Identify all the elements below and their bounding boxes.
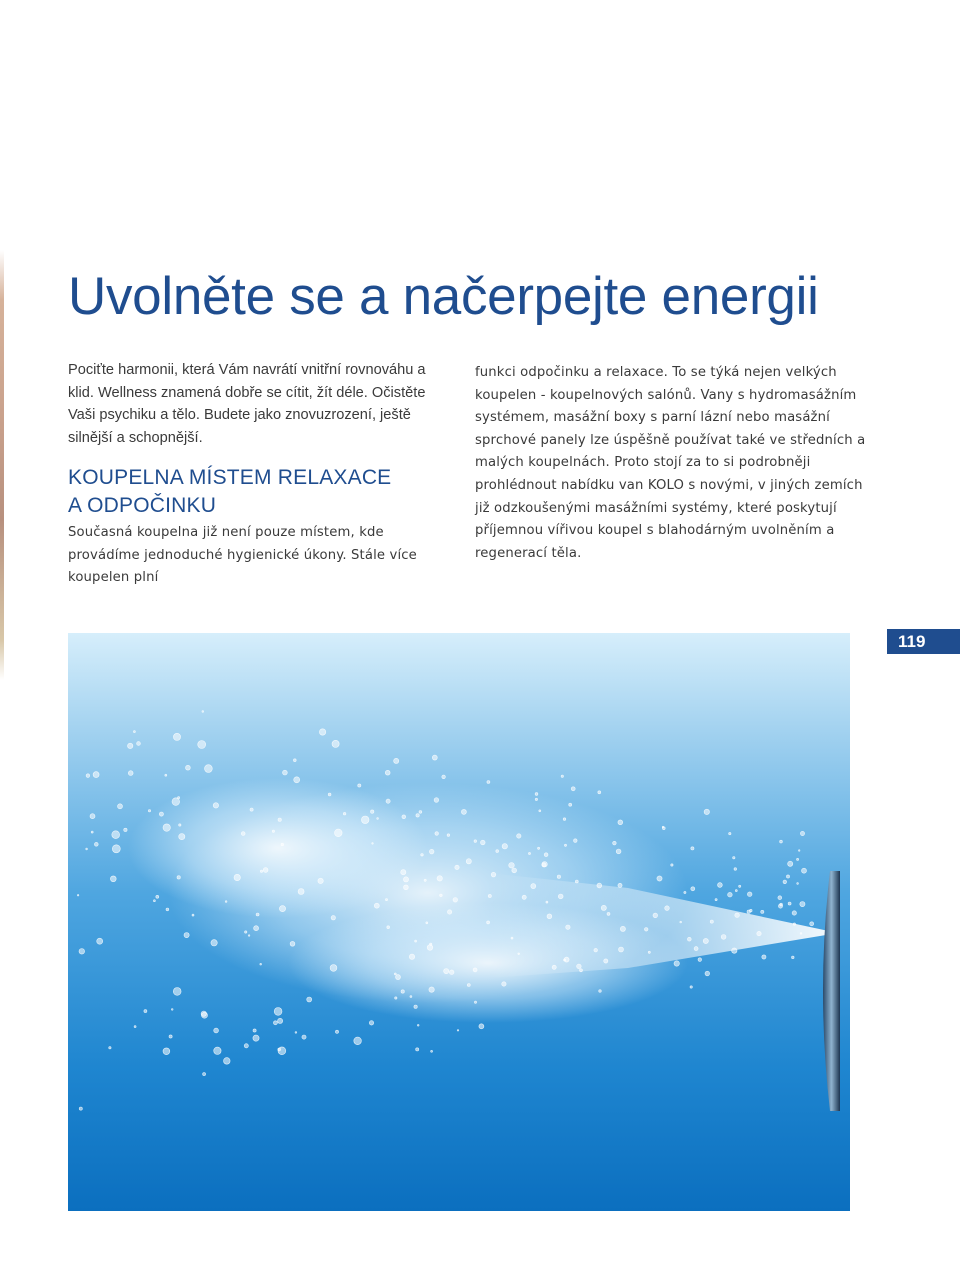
bubble (409, 954, 414, 959)
bubble (544, 853, 548, 857)
bubble (735, 890, 737, 892)
bubble (213, 803, 218, 808)
bubble (172, 798, 180, 806)
bubble (133, 731, 135, 733)
bubble (387, 926, 390, 929)
bubble (224, 1058, 231, 1065)
bubble (91, 831, 93, 833)
bubble (90, 814, 95, 819)
bubble (250, 808, 253, 811)
bubble (792, 911, 796, 915)
bubble (173, 733, 180, 740)
bubble (165, 774, 167, 776)
bubble (332, 740, 339, 747)
bubble (487, 921, 490, 924)
bubble (205, 765, 213, 773)
bubble (374, 903, 379, 908)
bubble (245, 931, 247, 933)
bubble (690, 986, 692, 988)
bubble (442, 775, 446, 779)
bubble (244, 1044, 248, 1048)
bubble (192, 914, 194, 916)
bubble (563, 818, 566, 821)
bubble (302, 1035, 306, 1039)
intro-paragraph: Pociťte harmonii, která Vám navrátí vnitřní rovnováhu a klid. Wellness znamená dobře se cítit, žít déle. Očistěte Vaši psychiku a tělo. Budete jako znovuzrození, ještě silnější a schopnější. (68, 362, 426, 446)
bubble (295, 1032, 297, 1034)
section-heading-line-1: KOUPELNA MÍSTEM RELAXACE (68, 466, 392, 489)
bubble (256, 913, 259, 916)
bubble (461, 809, 466, 814)
bubble (703, 938, 708, 943)
bubble (331, 916, 335, 920)
bubble (173, 988, 181, 996)
bubble (665, 906, 670, 911)
bubble (179, 824, 181, 826)
bubble (109, 1047, 111, 1049)
bubble (279, 906, 285, 912)
bubble (680, 921, 682, 923)
bubble (509, 863, 515, 869)
bubble (793, 923, 795, 925)
bubble (278, 1018, 283, 1023)
bubble (691, 847, 694, 850)
bubble (691, 887, 695, 891)
bubble (385, 770, 390, 775)
bubble (733, 857, 735, 859)
bubble (474, 840, 477, 843)
bubble (159, 812, 163, 816)
bubble (762, 955, 766, 959)
bubble (449, 970, 454, 975)
bubble (715, 899, 717, 901)
bubble (466, 859, 471, 864)
bubble (128, 771, 133, 776)
bubble (488, 894, 491, 897)
bubble (112, 831, 120, 839)
bubble (561, 775, 563, 777)
bubble (293, 759, 296, 762)
bubble (163, 824, 170, 831)
bubble (234, 874, 240, 880)
bubble (79, 1107, 82, 1110)
bubble (710, 920, 713, 923)
water-bubbles-photo (68, 633, 850, 1211)
bubble (434, 798, 439, 803)
bubble (539, 810, 541, 812)
bubble (792, 956, 795, 959)
bubble (447, 910, 451, 914)
bubble (528, 852, 530, 854)
bubble (444, 969, 449, 974)
bubble (569, 803, 572, 806)
bubble (153, 900, 155, 902)
bubble (260, 870, 262, 872)
bubble (653, 913, 658, 918)
bubble (704, 809, 709, 814)
bubble (202, 1012, 208, 1018)
bubble (616, 849, 621, 854)
bubble (330, 965, 337, 972)
bubble (557, 875, 560, 878)
bubble (797, 858, 799, 860)
bubble (674, 961, 679, 966)
bubble (278, 818, 281, 821)
bubble (318, 878, 323, 883)
bubble (780, 840, 783, 843)
bubble (202, 711, 204, 713)
bubble (294, 777, 300, 783)
bubble (810, 922, 814, 926)
bubble (426, 922, 428, 924)
bubble (198, 741, 206, 749)
bubble (580, 969, 583, 972)
bubble (432, 755, 437, 760)
bubble (574, 839, 578, 843)
bubble (156, 895, 159, 898)
bubble (694, 947, 698, 951)
bubble (577, 964, 582, 969)
bubble (705, 971, 710, 976)
bubble (274, 1008, 282, 1016)
bubble (552, 965, 556, 969)
bubble (538, 847, 540, 849)
bubble (97, 938, 103, 944)
bubble (684, 891, 686, 893)
bubble (410, 996, 412, 998)
bubble (335, 1030, 338, 1033)
bubble (599, 990, 602, 993)
bubble (747, 892, 752, 897)
bubble (93, 772, 99, 778)
bubble (597, 883, 602, 888)
bubble (455, 865, 459, 869)
bubble (721, 935, 726, 940)
bubble (566, 925, 570, 929)
bubble (547, 914, 552, 919)
bubble (241, 832, 245, 836)
bubble (648, 951, 650, 953)
bubble (377, 818, 379, 820)
bubble (214, 1028, 219, 1033)
bubble (671, 864, 673, 866)
bubble (491, 872, 496, 877)
bubble (618, 820, 623, 825)
bubble (298, 889, 304, 895)
page-number-badge: 119 (887, 629, 960, 654)
bubble (535, 798, 537, 800)
bubble (79, 949, 85, 955)
body-text-column-2: funkci odpočinku a relaxace. To se týká nejen velkých koupelen - koupelnových salónů. Vany s hydromasážním systémem, masážní boxy s parní lázní nebo masážní sprchové panely lze úspěšně používat také ve středních a malých koupelnách. Proto stojí za to si podrobněji prohlédnout nabídku van KOLO s novými, v jiných zemích již odzkoušenými masážními systémy, které poskytují příjemnou vířivou koupel s blahodárným uvolněním a regenerací těla. (475, 365, 866, 561)
bubble (263, 868, 268, 873)
bubble (594, 948, 598, 952)
bubble (281, 843, 284, 846)
bubble (729, 832, 731, 834)
bubble (358, 784, 361, 787)
bubble (522, 895, 526, 899)
bubble (487, 781, 490, 784)
bubble (558, 894, 563, 899)
bubble (386, 799, 390, 803)
bubble (657, 876, 662, 881)
bubble (248, 935, 250, 937)
bubble (598, 791, 601, 794)
bubble (369, 1021, 373, 1025)
bubble (783, 880, 787, 884)
bubble (163, 1048, 170, 1055)
bubble (419, 811, 422, 814)
bubble (184, 933, 189, 938)
bubble (518, 953, 520, 955)
bubble (571, 787, 575, 791)
bubble (225, 901, 227, 903)
bubble (575, 880, 578, 883)
bubble (401, 990, 404, 993)
bubble (481, 840, 486, 845)
bubble (417, 1024, 419, 1026)
bubble (535, 793, 538, 796)
bubble (502, 982, 506, 986)
bubble (800, 902, 805, 907)
bubble (457, 1030, 459, 1032)
bubble (343, 812, 346, 815)
left-edge-strip (0, 0, 4, 1280)
bubble (750, 909, 753, 912)
bubble (166, 908, 169, 911)
bubble (278, 1048, 281, 1051)
bubble (786, 875, 789, 878)
bubble (283, 770, 288, 775)
bubble (604, 959, 608, 963)
bubble (613, 841, 617, 845)
bubble (735, 913, 740, 918)
bubble (394, 758, 399, 763)
bubble (797, 883, 799, 885)
bubble (601, 905, 606, 910)
bubble (396, 975, 401, 980)
bubble (134, 1026, 136, 1028)
bubble (77, 894, 79, 896)
bubble (112, 845, 120, 853)
bubble (620, 926, 625, 931)
bubble (800, 831, 804, 835)
bubble (607, 912, 610, 915)
bubble (687, 937, 691, 941)
bubble (430, 943, 432, 945)
bubble (260, 963, 262, 965)
bubble (429, 987, 434, 992)
bubble (272, 830, 274, 832)
bubble (698, 958, 702, 962)
bubble (800, 933, 802, 935)
bubble (253, 1035, 259, 1041)
bubble (171, 1009, 173, 1011)
section-heading (68, 464, 448, 520)
bubble (94, 842, 98, 846)
bubble (86, 774, 90, 778)
section-heading-line-2: A ODPOČINKU (68, 494, 217, 517)
bubble (148, 810, 150, 812)
bubble (662, 827, 665, 830)
bubble (761, 910, 764, 913)
bubble (453, 898, 458, 903)
bubble (395, 997, 397, 999)
bubble (728, 892, 733, 897)
bubble (517, 834, 521, 838)
page-title: Uvolněte se a načerpejte energii (68, 267, 819, 326)
bubble (361, 816, 369, 824)
bubble (137, 742, 141, 746)
bubble (414, 1005, 417, 1008)
bubble (290, 941, 295, 946)
bubble (86, 848, 88, 850)
bubble (416, 1048, 419, 1051)
bubble (619, 947, 624, 952)
bubble (531, 884, 536, 889)
bubble (118, 804, 123, 809)
bubble (307, 997, 312, 1002)
bubble (780, 903, 783, 906)
bubble (214, 1047, 221, 1054)
bubble (403, 877, 408, 882)
bubble (124, 828, 127, 831)
bubble (778, 896, 782, 900)
bubble (542, 863, 546, 867)
bubble (479, 1024, 484, 1029)
bubble (437, 876, 442, 881)
bubble (473, 968, 477, 972)
bubble (734, 868, 737, 871)
bubble (757, 931, 761, 935)
bubble (546, 901, 548, 903)
bubble (372, 843, 374, 845)
bubble (371, 810, 374, 813)
bubble (211, 940, 217, 946)
bubble (467, 984, 470, 987)
bubble (186, 765, 191, 770)
bubble (429, 849, 434, 854)
bubble (564, 844, 566, 846)
bubble (564, 959, 566, 961)
bubble (447, 834, 450, 837)
bubble (328, 793, 331, 796)
bubble (177, 876, 180, 879)
bubble (354, 1037, 362, 1045)
bubble (435, 832, 439, 836)
bubble (788, 861, 793, 866)
bubble (788, 902, 791, 905)
bubble (802, 868, 807, 873)
bubble (335, 829, 343, 837)
bubble (798, 850, 800, 852)
bubble (394, 973, 396, 975)
bubble (415, 940, 417, 942)
bubble (128, 743, 133, 748)
body-text-column-1: Současná koupelna již není pouze místem, kde provádíme jednoduché hygienické úkony. Stále více koupelen plní (68, 525, 417, 586)
bubble (253, 1029, 256, 1032)
bubble (424, 879, 426, 881)
bubble (110, 876, 116, 882)
bubble (732, 948, 737, 953)
bubble (618, 883, 622, 887)
bubble (502, 844, 507, 849)
bubble (144, 1010, 147, 1013)
bubble (718, 883, 723, 888)
bubble (203, 1073, 206, 1076)
bubble (385, 899, 387, 901)
bubble (421, 854, 424, 857)
bubble (512, 868, 517, 873)
bubble (431, 1050, 433, 1052)
bubble (496, 850, 499, 853)
bubble (402, 815, 406, 819)
bubble (273, 1021, 277, 1025)
bubble (416, 814, 419, 817)
bubble (511, 937, 513, 939)
bubble (179, 834, 185, 840)
bubble (404, 885, 409, 890)
bubble (644, 928, 648, 932)
bubble (254, 926, 259, 931)
bubble (401, 870, 406, 875)
bubble (440, 894, 443, 897)
bubble (319, 729, 325, 735)
bubble (169, 1035, 172, 1038)
bubble (739, 885, 741, 887)
bubble (474, 1001, 476, 1003)
